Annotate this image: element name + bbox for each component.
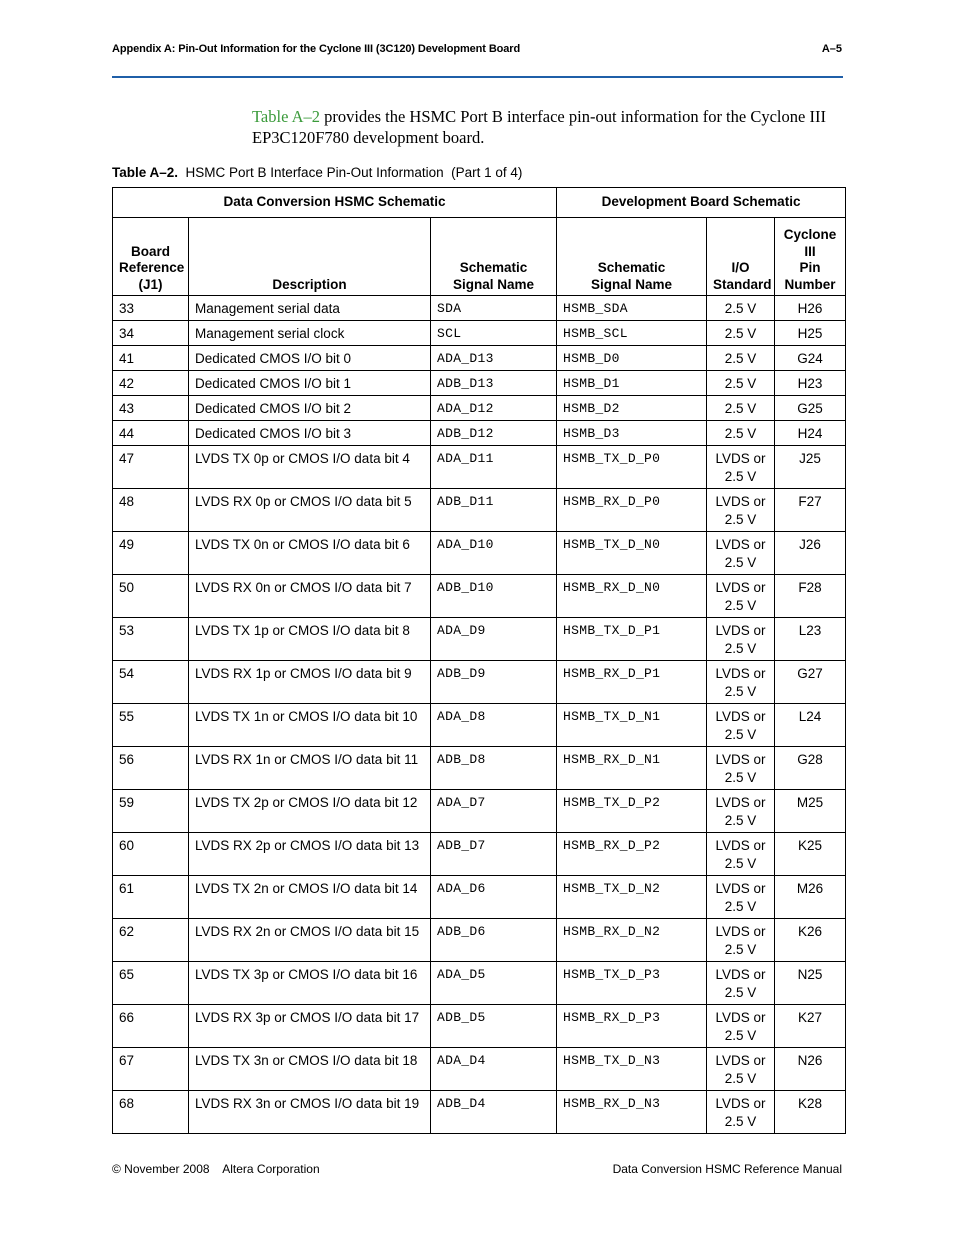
schematic-signal-cell: ADB_D7 bbox=[431, 833, 557, 876]
io-standard-cell: 2.5 V bbox=[707, 421, 775, 446]
schematic-signal-cell: ADB_D9 bbox=[431, 661, 557, 704]
table-row bbox=[113, 446, 846, 489]
schematic-signal-cell: ADB_D4 bbox=[431, 1091, 557, 1134]
board-reference-cell: 62 bbox=[113, 919, 189, 962]
board-signal-cell: HSMB_TX_D_N1 bbox=[557, 704, 707, 747]
pin-number-cell: G28 bbox=[775, 747, 846, 790]
pin-number-cell: M26 bbox=[775, 876, 846, 919]
column-header-schematic-signal: Schematic Signal Name bbox=[431, 218, 557, 296]
schematic-signal-cell: ADB_D13 bbox=[431, 371, 557, 396]
description-cell: LVDS RX 2n or CMOS I/O data bit 15 bbox=[189, 919, 431, 962]
board-signal-cell: HSMB_TX_D_P0 bbox=[557, 446, 707, 489]
description-cell: LVDS TX 3p or CMOS I/O data bit 16 bbox=[189, 962, 431, 1005]
table-row bbox=[113, 747, 846, 790]
board-reference-cell: 67 bbox=[113, 1048, 189, 1091]
table-row bbox=[113, 532, 846, 575]
board-signal-cell: HSMB_SCL bbox=[557, 321, 707, 346]
table-row bbox=[113, 489, 846, 532]
board-signal-cell: HSMB_TX_D_N0 bbox=[557, 532, 707, 575]
pin-number-cell: G24 bbox=[775, 346, 846, 371]
board-signal-cell: HSMB_D2 bbox=[557, 396, 707, 421]
schematic-signal-cell: ADA_D8 bbox=[431, 704, 557, 747]
schematic-signal-cell: ADB_D8 bbox=[431, 747, 557, 790]
io-standard-cell: 2.5 V bbox=[707, 371, 775, 396]
schematic-signal-cell: ADA_D13 bbox=[431, 346, 557, 371]
pin-number-cell: K28 bbox=[775, 1091, 846, 1134]
board-reference-cell: 44 bbox=[113, 421, 189, 446]
pin-number-cell: N25 bbox=[775, 962, 846, 1005]
description-cell: LVDS TX 1p or CMOS I/O data bit 8 bbox=[189, 618, 431, 661]
table-body bbox=[113, 296, 846, 1134]
description-cell: LVDS RX 2p or CMOS I/O data bit 13 bbox=[189, 833, 431, 876]
description-cell: LVDS TX 3n or CMOS I/O data bit 18 bbox=[189, 1048, 431, 1091]
table-row bbox=[113, 1048, 846, 1091]
io-standard-cell: LVDS or 2.5 V bbox=[707, 618, 775, 661]
table-caption bbox=[112, 165, 522, 180]
board-reference-cell: 34 bbox=[113, 321, 189, 346]
table-row bbox=[113, 1091, 846, 1134]
table-row bbox=[113, 876, 846, 919]
board-reference-cell: 61 bbox=[113, 876, 189, 919]
pin-number-cell: K27 bbox=[775, 1005, 846, 1048]
board-signal-cell: HSMB_D1 bbox=[557, 371, 707, 396]
running-header-title: Appendix A: Pin-Out Information for the Cyclone III (3C120) Development Board bbox=[112, 43, 521, 55]
board-reference-cell: 33 bbox=[113, 296, 189, 321]
schematic-signal-cell: ADB_D10 bbox=[431, 575, 557, 618]
io-standard-cell: LVDS or 2.5 V bbox=[707, 1091, 775, 1134]
table-row bbox=[113, 296, 846, 321]
board-reference-cell: 66 bbox=[113, 1005, 189, 1048]
pin-number-cell: J26 bbox=[775, 532, 846, 575]
io-standard-cell: LVDS or 2.5 V bbox=[707, 704, 775, 747]
description-cell: Dedicated CMOS I/O bit 1 bbox=[189, 371, 431, 396]
board-signal-cell: HSMB_D0 bbox=[557, 346, 707, 371]
board-signal-cell: HSMB_RX_D_P3 bbox=[557, 1005, 707, 1048]
io-standard-cell: LVDS or 2.5 V bbox=[707, 1048, 775, 1091]
table-caption-text: HSMC Port B Interface Pin-Out Information (Part 1 of 4) bbox=[178, 165, 523, 180]
io-standard-cell: 2.5 V bbox=[707, 346, 775, 371]
description-cell: LVDS RX 1p or CMOS I/O data bit 9 bbox=[189, 661, 431, 704]
table-row bbox=[113, 790, 846, 833]
table-row bbox=[113, 421, 846, 446]
io-standard-cell: 2.5 V bbox=[707, 396, 775, 421]
table-reference-link[interactable]: Table A–2 bbox=[252, 107, 321, 126]
board-signal-cell: HSMB_RX_D_P1 bbox=[557, 661, 707, 704]
board-signal-cell: HSMB_RX_D_N0 bbox=[557, 575, 707, 618]
intro-paragraph bbox=[252, 106, 852, 148]
description-cell: LVDS TX 0p or CMOS I/O data bit 4 bbox=[189, 446, 431, 489]
footer-copyright: © November 2008 Altera Corporation bbox=[112, 1162, 320, 1176]
board-signal-cell: HSMB_RX_D_P0 bbox=[557, 489, 707, 532]
schematic-signal-cell: ADA_D12 bbox=[431, 396, 557, 421]
board-reference-cell: 41 bbox=[113, 346, 189, 371]
board-reference-cell: 54 bbox=[113, 661, 189, 704]
pin-number-cell: L24 bbox=[775, 704, 846, 747]
pin-number-cell: K25 bbox=[775, 833, 846, 876]
page-number: A–5 bbox=[821, 43, 842, 55]
board-reference-cell: 60 bbox=[113, 833, 189, 876]
table-group-header-row bbox=[113, 188, 846, 218]
io-standard-cell: LVDS or 2.5 V bbox=[707, 919, 775, 962]
pin-number-cell: K26 bbox=[775, 919, 846, 962]
table-row bbox=[113, 346, 846, 371]
table-row bbox=[113, 321, 846, 346]
schematic-signal-cell: ADB_D12 bbox=[431, 421, 557, 446]
column-header-board-signal: Schematic Signal Name bbox=[557, 218, 707, 296]
group-header-dev-board: Development Board Schematic bbox=[557, 188, 846, 218]
board-signal-cell: HSMB_TX_D_P2 bbox=[557, 790, 707, 833]
pin-number-cell: G25 bbox=[775, 396, 846, 421]
pin-number-cell: F27 bbox=[775, 489, 846, 532]
io-standard-cell: LVDS or 2.5 V bbox=[707, 747, 775, 790]
schematic-signal-cell: ADA_D6 bbox=[431, 876, 557, 919]
board-signal-cell: HSMB_TX_D_P1 bbox=[557, 618, 707, 661]
schematic-signal-cell: ADA_D11 bbox=[431, 446, 557, 489]
schematic-signal-cell: ADA_D10 bbox=[431, 532, 557, 575]
schematic-signal-cell: ADB_D5 bbox=[431, 1005, 557, 1048]
table-row bbox=[113, 618, 846, 661]
io-standard-cell: LVDS or 2.5 V bbox=[707, 532, 775, 575]
board-reference-cell: 68 bbox=[113, 1091, 189, 1134]
description-cell: LVDS RX 0p or CMOS I/O data bit 5 bbox=[189, 489, 431, 532]
description-cell: Dedicated CMOS I/O bit 0 bbox=[189, 346, 431, 371]
board-reference-cell: 43 bbox=[113, 396, 189, 421]
board-reference-cell: 47 bbox=[113, 446, 189, 489]
table-caption-label: Table A–2. bbox=[112, 165, 179, 180]
board-reference-cell: 50 bbox=[113, 575, 189, 618]
board-signal-cell: HSMB_TX_D_P3 bbox=[557, 962, 707, 1005]
board-reference-cell: 65 bbox=[113, 962, 189, 1005]
schematic-signal-cell: ADA_D5 bbox=[431, 962, 557, 1005]
column-header-board-reference: Board Reference (J1) bbox=[113, 218, 189, 296]
table-row bbox=[113, 704, 846, 747]
description-cell: LVDS TX 2p or CMOS I/O data bit 12 bbox=[189, 790, 431, 833]
table-row bbox=[113, 833, 846, 876]
description-cell: Management serial clock bbox=[189, 321, 431, 346]
column-header-description: Description bbox=[189, 218, 431, 296]
io-standard-cell: LVDS or 2.5 V bbox=[707, 489, 775, 532]
description-cell: Dedicated CMOS I/O bit 2 bbox=[189, 396, 431, 421]
board-signal-cell: HSMB_RX_D_N1 bbox=[557, 747, 707, 790]
table-row bbox=[113, 962, 846, 1005]
description-cell: Dedicated CMOS I/O bit 3 bbox=[189, 421, 431, 446]
pin-number-cell: H26 bbox=[775, 296, 846, 321]
pin-number-cell: L23 bbox=[775, 618, 846, 661]
board-reference-cell: 48 bbox=[113, 489, 189, 532]
io-standard-cell: LVDS or 2.5 V bbox=[707, 790, 775, 833]
io-standard-cell: LVDS or 2.5 V bbox=[707, 446, 775, 489]
board-reference-cell: 59 bbox=[113, 790, 189, 833]
description-cell: LVDS TX 0n or CMOS I/O data bit 6 bbox=[189, 532, 431, 575]
pin-number-cell: G27 bbox=[775, 661, 846, 704]
pin-number-cell: H23 bbox=[775, 371, 846, 396]
table-row bbox=[113, 371, 846, 396]
intro-text: provides the HSMC Port B interface pin-out information for the Cyclone III EP3C120F780 development board. bbox=[252, 107, 826, 147]
board-signal-cell: HSMB_TX_D_N2 bbox=[557, 876, 707, 919]
board-signal-cell: HSMB_D3 bbox=[557, 421, 707, 446]
description-cell: LVDS RX 3p or CMOS I/O data bit 17 bbox=[189, 1005, 431, 1048]
io-standard-cell: 2.5 V bbox=[707, 296, 775, 321]
pin-number-cell: F28 bbox=[775, 575, 846, 618]
description-cell: LVDS TX 1n or CMOS I/O data bit 10 bbox=[189, 704, 431, 747]
board-signal-cell: HSMB_RX_D_N2 bbox=[557, 919, 707, 962]
schematic-signal-cell: SCL bbox=[431, 321, 557, 346]
board-signal-cell: HSMB_RX_D_N3 bbox=[557, 1091, 707, 1134]
schematic-signal-cell: ADB_D6 bbox=[431, 919, 557, 962]
io-standard-cell: LVDS or 2.5 V bbox=[707, 833, 775, 876]
io-standard-cell: LVDS or 2.5 V bbox=[707, 661, 775, 704]
footer-manual-title: Data Conversion HSMC Reference Manual bbox=[612, 1162, 842, 1176]
schematic-signal-cell: ADB_D11 bbox=[431, 489, 557, 532]
io-standard-cell: LVDS or 2.5 V bbox=[707, 1005, 775, 1048]
io-standard-cell: 2.5 V bbox=[707, 321, 775, 346]
io-standard-cell: LVDS or 2.5 V bbox=[707, 575, 775, 618]
schematic-signal-cell: ADA_D4 bbox=[431, 1048, 557, 1091]
group-header-data-conversion: Data Conversion HSMC Schematic bbox=[113, 188, 557, 218]
pin-number-cell: H25 bbox=[775, 321, 846, 346]
schematic-signal-cell: SDA bbox=[431, 296, 557, 321]
table-row bbox=[113, 661, 846, 704]
table-row bbox=[113, 1005, 846, 1048]
pinout-table bbox=[112, 187, 846, 1134]
pin-number-cell: H24 bbox=[775, 421, 846, 446]
description-cell: Management serial data bbox=[189, 296, 431, 321]
description-cell: LVDS RX 1n or CMOS I/O data bit 11 bbox=[189, 747, 431, 790]
board-signal-cell: HSMB_TX_D_N3 bbox=[557, 1048, 707, 1091]
board-reference-cell: 53 bbox=[113, 618, 189, 661]
schematic-signal-cell: ADA_D9 bbox=[431, 618, 557, 661]
table-row bbox=[113, 919, 846, 962]
pin-number-cell: M25 bbox=[775, 790, 846, 833]
pin-number-cell: J25 bbox=[775, 446, 846, 489]
board-signal-cell: HSMB_SDA bbox=[557, 296, 707, 321]
board-reference-cell: 56 bbox=[113, 747, 189, 790]
board-reference-cell: 55 bbox=[113, 704, 189, 747]
io-standard-cell: LVDS or 2.5 V bbox=[707, 962, 775, 1005]
schematic-signal-cell: ADA_D7 bbox=[431, 790, 557, 833]
board-reference-cell: 49 bbox=[113, 532, 189, 575]
column-header-pin-number: Cyclone III Pin Number bbox=[775, 218, 846, 296]
description-cell: LVDS RX 0n or CMOS I/O data bit 7 bbox=[189, 575, 431, 618]
column-header-io-standard: I/O Standard bbox=[707, 218, 775, 296]
table-row bbox=[113, 575, 846, 618]
board-reference-cell: 42 bbox=[113, 371, 189, 396]
table-row bbox=[113, 396, 846, 421]
description-cell: LVDS TX 2n or CMOS I/O data bit 14 bbox=[189, 876, 431, 919]
table-column-header-row bbox=[113, 218, 846, 296]
header-divider bbox=[112, 76, 843, 78]
board-signal-cell: HSMB_RX_D_P2 bbox=[557, 833, 707, 876]
description-cell: LVDS RX 3n or CMOS I/O data bit 19 bbox=[189, 1091, 431, 1134]
io-standard-cell: LVDS or 2.5 V bbox=[707, 876, 775, 919]
pin-number-cell: N26 bbox=[775, 1048, 846, 1091]
